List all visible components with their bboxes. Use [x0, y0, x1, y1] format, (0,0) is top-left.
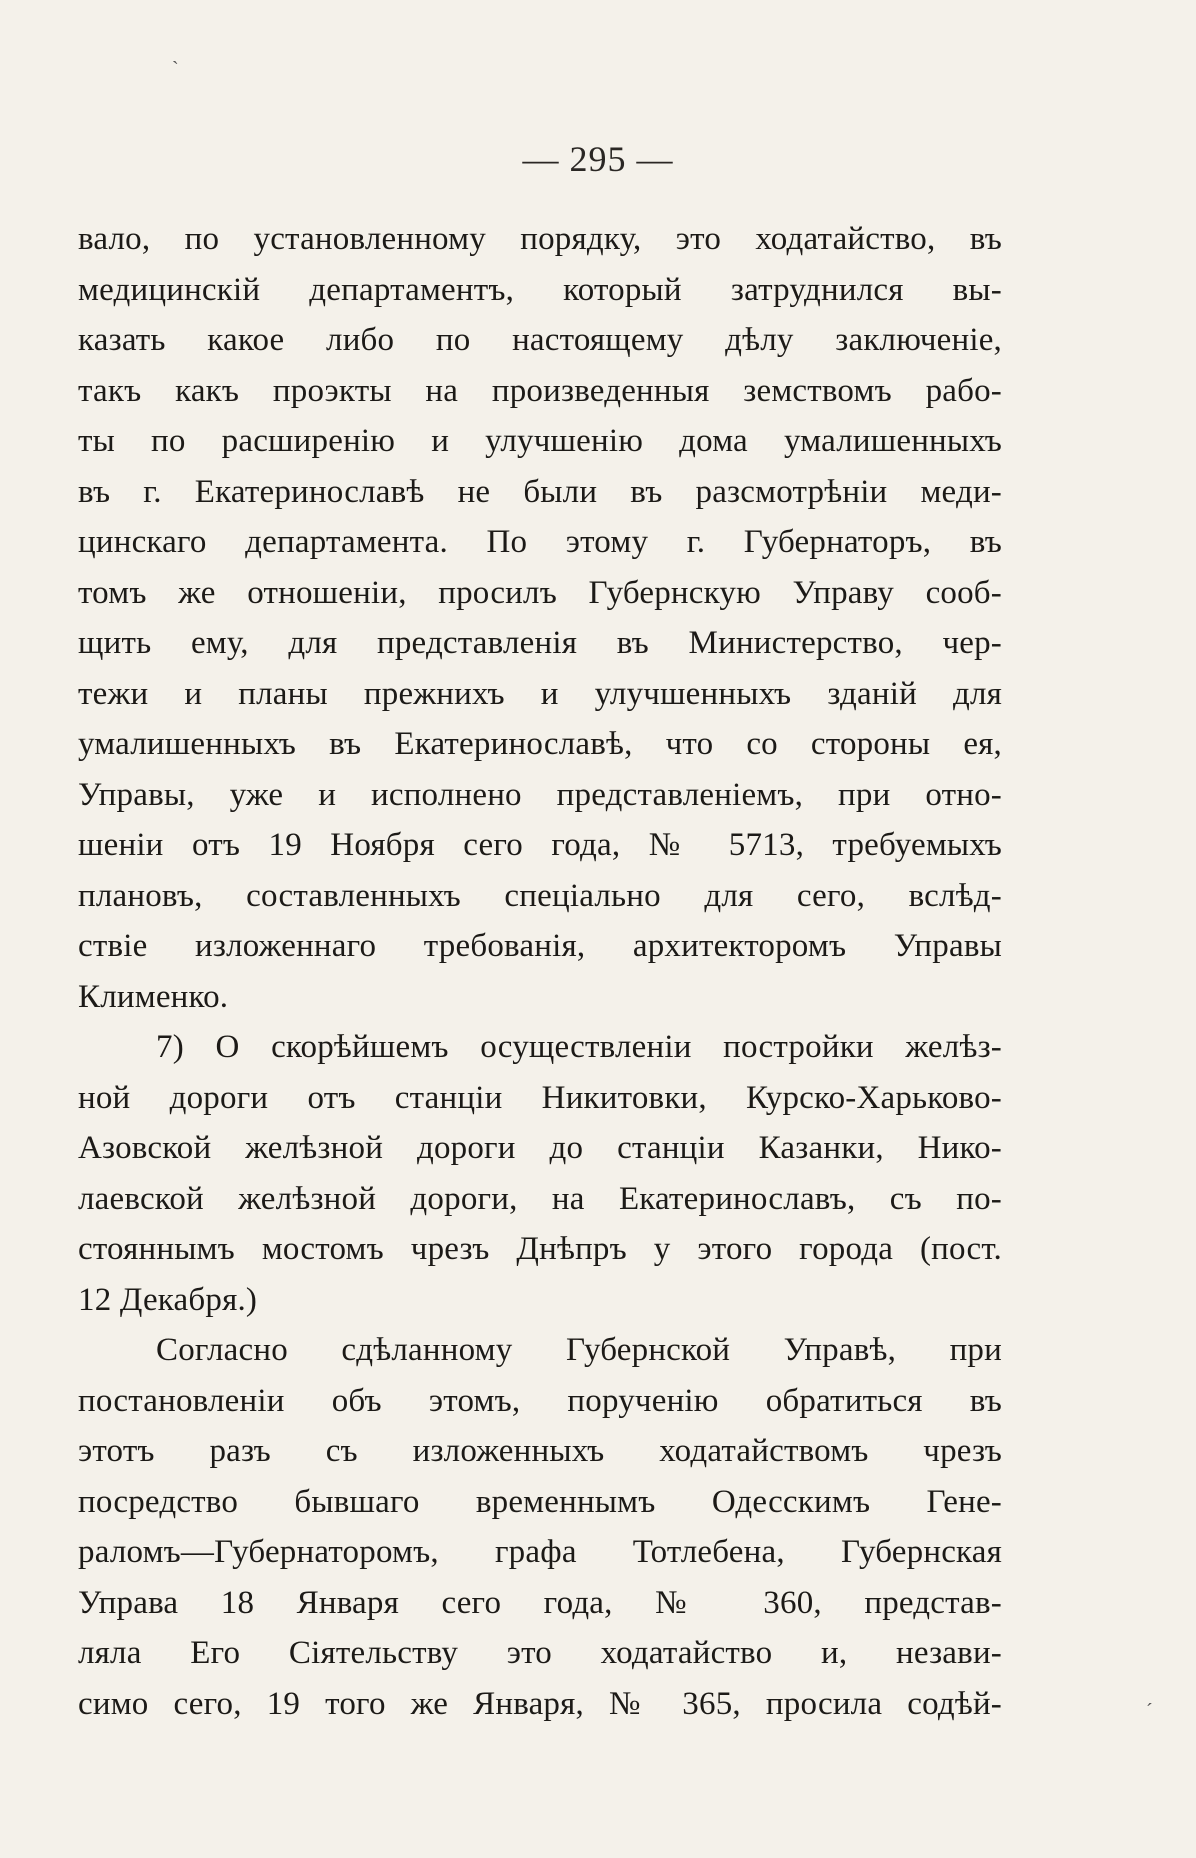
text-line: Клименко.	[78, 978, 229, 1015]
text-line: въ г. Екатеринославѣ не были въ разсмотрѣніи меди-	[78, 473, 1002, 510]
text-line: ляла Его Сіятельству это ходатайство и, незави-	[78, 1635, 1002, 1671]
text-line: симо сего, 19 того же Января, № 365, просила содѣй-	[78, 1685, 1002, 1722]
text-line: лаевской желѣзной дороги, на Екатеринославъ, съ по-	[78, 1180, 1002, 1217]
text-line: тежи и планы прежнихъ и улучшенныхъ зданій для	[78, 675, 1002, 712]
text-line: постановленіи объ этомъ, порученію обратиться въ	[78, 1382, 1002, 1419]
text-line: стояннымъ мостомъ чрезъ Днѣпръ у этого города (пост.	[78, 1231, 1002, 1267]
text-line: шеніи отъ 19 Ноября сего года, № 5713, требуемыхъ	[78, 827, 1002, 863]
margin-mark-bottom: ˊ	[1146, 1700, 1153, 1722]
text-line: Согласно сдѣланному Губернской Управѣ, при	[156, 1332, 1002, 1368]
text-line: ной дороги отъ станціи Никитовки, Курско-Харьково-	[78, 1079, 1002, 1116]
text-line: Азовской желѣзной дороги до станціи Казанки, Нико-	[78, 1130, 1002, 1166]
text-line: раломъ—Губернаторомъ, графа Тотлебена, Губернская	[78, 1534, 1002, 1570]
text-line: Управы, уже и исполнено представленіемъ, при отно-	[78, 776, 1002, 813]
text-line: посредство бывшаго временнымъ Одесскимъ Гене-	[78, 1483, 1002, 1520]
text-line: вало, по установленному порядку, это ходатайство, въ	[78, 221, 1002, 257]
body-text	[78, 214, 1002, 1729]
text-line: казать какое либо по настоящему дѣлу заключеніе,	[78, 322, 1002, 358]
text-line: умалишенныхъ въ Екатеринославѣ, что со стороны ея,	[78, 726, 1002, 762]
text-line: щить ему, для представленія въ Министерство, чер-	[78, 625, 1002, 661]
text-line: ствіе изложеннаго требованія, архитекторомъ Управы	[78, 928, 1002, 964]
page-number: — 295 —	[522, 139, 674, 179]
text-line: плановъ, составленныхъ спеціально для сего, вслѣд-	[78, 877, 1002, 914]
margin-mark-top: ˋ	[172, 58, 179, 80]
text-line: 7) О скорѣйшемъ осуществленіи постройки желѣз-	[156, 1029, 1002, 1065]
text-line: такъ какъ проэкты на произведенныя земствомъ рабо-	[78, 372, 1002, 409]
text-line: цинскаго департамента. По этому г. Губернаторъ, въ	[78, 524, 1002, 560]
text-line: томъ же отношеніи, просилъ Губернскую Управу сооб-	[78, 574, 1002, 611]
text-line: Управа 18 Января сего года, № 360, представ-	[78, 1584, 1002, 1621]
text-line: медицинскій департаментъ, который затруднился вы-	[78, 271, 1002, 308]
text-line: 12 Декабря.)	[78, 1281, 258, 1318]
text-line: этотъ разъ съ изложенныхъ ходатайствомъ чрезъ	[78, 1433, 1002, 1469]
text-line: ты по расширенію и улучшенію дома умалишенныхъ	[78, 423, 1002, 459]
